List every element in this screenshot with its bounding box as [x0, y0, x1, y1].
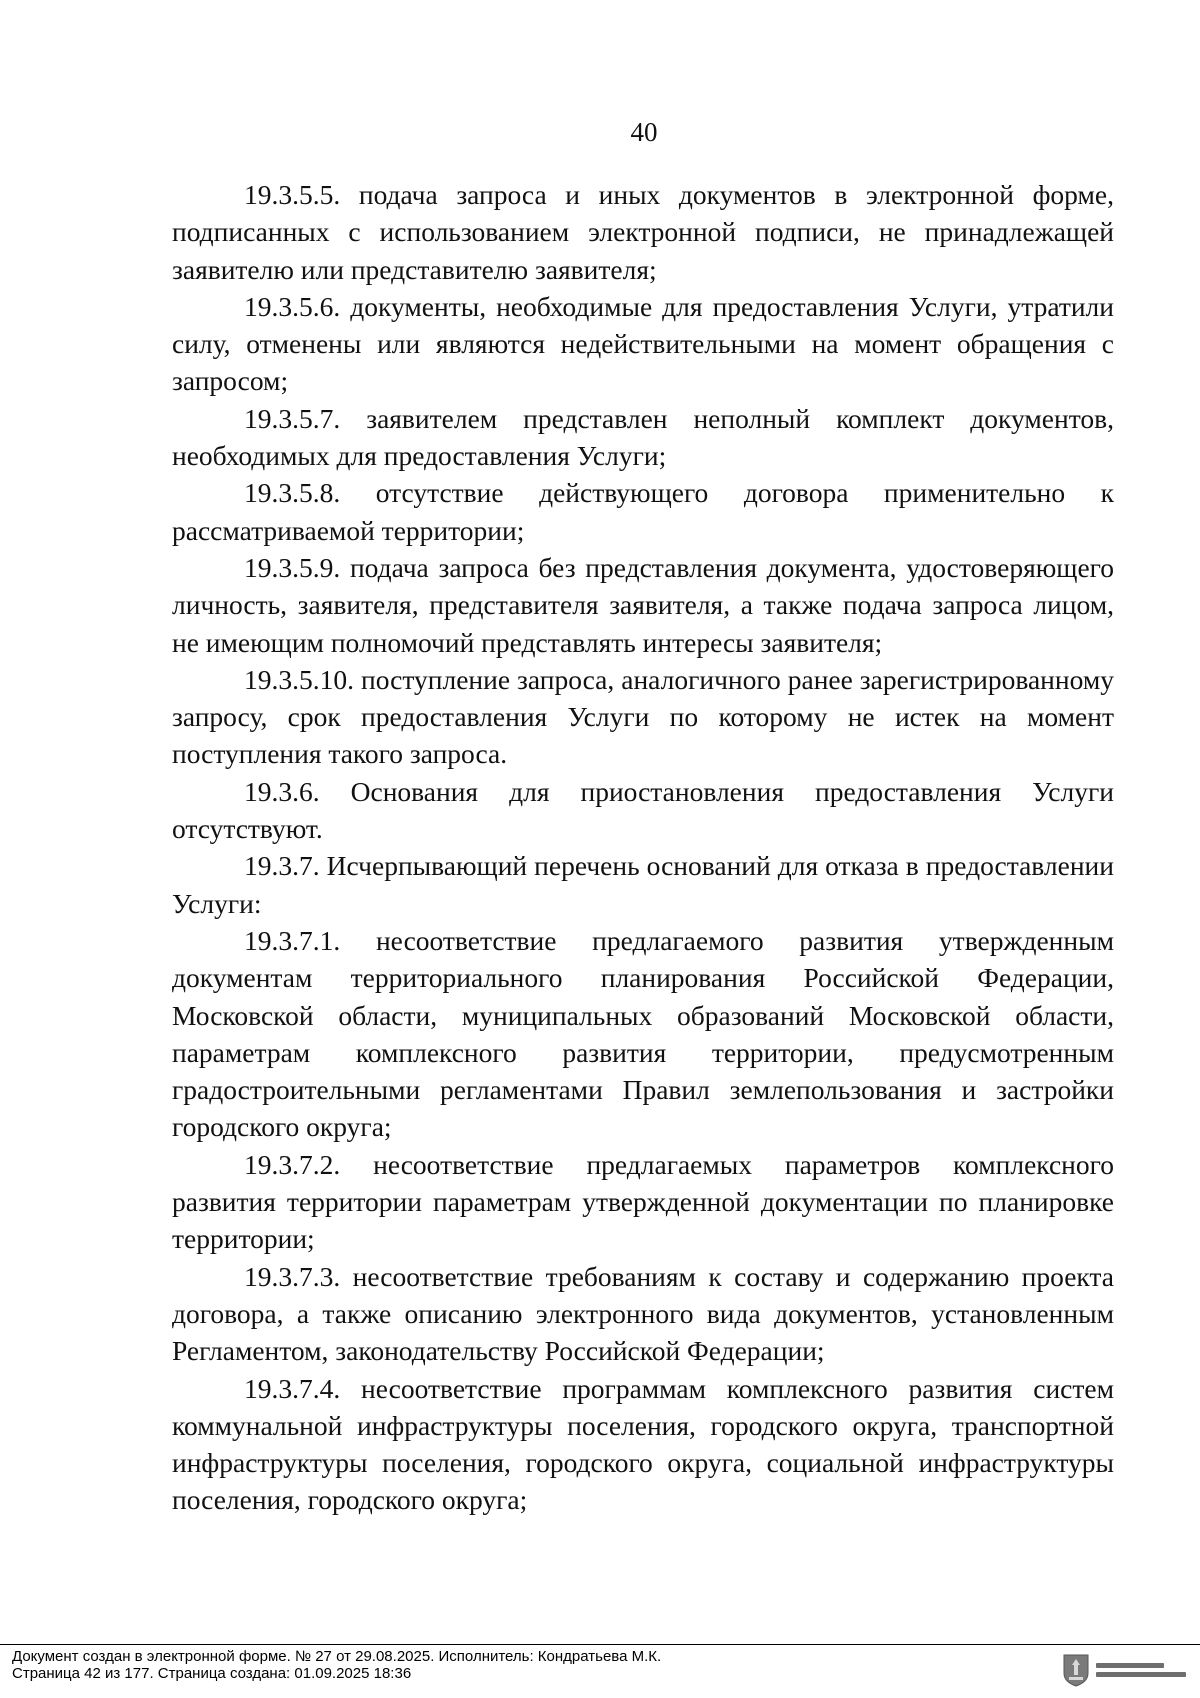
paragraph-19-3-7-3: 19.3.7.3. несоответствие требованиям к составу и содержанию проекта договора, а также описанию электронного вида документов, установленным Регламентом, законодательству Российской Федерации; — [172, 1260, 1114, 1367]
paragraph-19-3-5-10: 19.3.5.10. поступление запроса, аналогичного ранее зарегистрированному запросу, срок предоставления Услуги по которому не истек на момент поступления такого запроса. — [172, 663, 1114, 770]
paragraph-19-3-7-2: 19.3.7.2. несоответствие предлагаемых параметров комплексного развития территории параметрам утвержденной документации по планировке территории; — [172, 1148, 1114, 1255]
paragraph-19-3-5-6: 19.3.5.6. документы, необходимые для предоставления Услуги, утратили силу, отменены или являются недействительными на момент обращения с запросом; — [172, 290, 1114, 397]
page-number: 40 — [630, 117, 658, 147]
paragraph-19-3-5-7: 19.3.5.7. заявителем представлен неполный комплект документов, необходимых для предоставления Услуги; — [172, 402, 1114, 472]
paragraph-19-3-7-1: 19.3.7.1. несоответствие предлагаемого развития утвержденным документам территориального планирования Российской Федерации, Московской области, муниципальных образований Московской области, параметрам комплексного развития территории, предусмотренным градостроительными регламентами Правил землепользования и застройки городского округа; — [172, 924, 1114, 1143]
paragraph-19-3-5-5: 19.3.5.5. подача запроса и иных документов в электронной форме, подписанных с использованием электронной подписи, не принадлежащей заявителю или представителю заявителя; — [172, 179, 1114, 285]
paragraph-19-3-5-8: 19.3.5.8. отсутствие действующего договора применительно к рассматриваемой территории; — [172, 477, 1114, 546]
government-logo — [1062, 1650, 1194, 1690]
footer-page-info: Страница 42 из 177. Страница создана: 01.09.2025 18:36 — [12, 1665, 412, 1682]
paragraph-19-3-6: 19.3.6. Основания для приостановления предоставления Услуги отсутствуют. — [172, 775, 1114, 845]
document-body — [172, 176, 1114, 1519]
government-emblem-icon — [1062, 1653, 1090, 1687]
footer-divider — [0, 1644, 1200, 1645]
logo-wordmark — [1096, 1663, 1186, 1677]
paragraph-19-3-5-9: 19.3.5.9. подача запроса без представления документа, удостоверяющего личность, заявителя, представителя заявителя, а также подача запроса лицом, не имеющим полномочий представлять интересы заявителя; — [172, 551, 1114, 658]
paragraph-19-3-7: 19.3.7. Исчерпывающий перечень оснований для отказа в предоставлении Услуги: — [172, 850, 1114, 919]
paragraph-19-3-7-4: 19.3.7.4. несоответствие программам комплексного развития систем коммунальной инфраструктуры поселения, городского округа, транспортной инфраструктуры поселения, городского округа, социальной инфраструктуры поселения, городского округа; — [172, 1372, 1114, 1516]
footer-stamp — [12, 1648, 661, 1682]
footer-document-info: Документ создан в электронной форме. № 27 от 29.08.2025. Исполнитель: Кондратьева М.К. — [12, 1648, 662, 1665]
